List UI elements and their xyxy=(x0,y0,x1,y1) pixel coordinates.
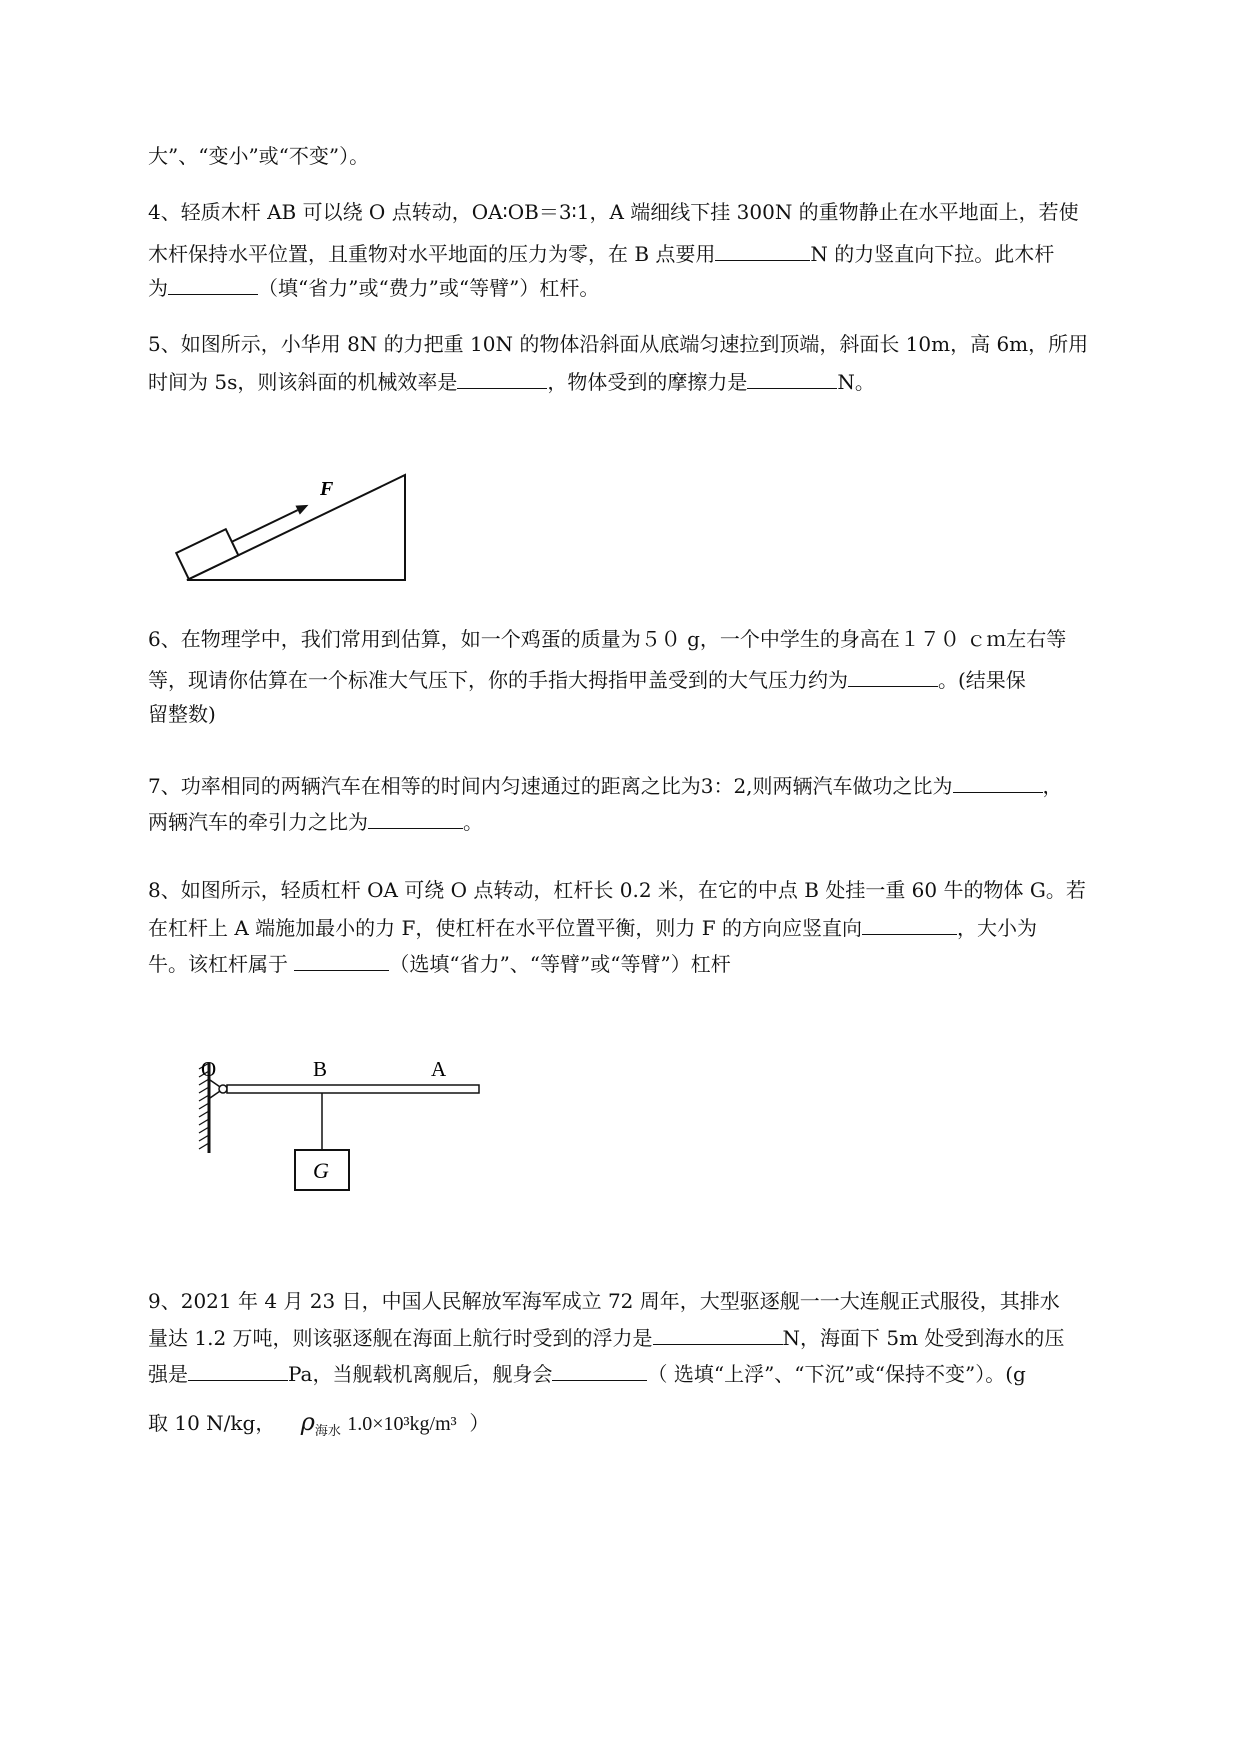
q4-line1: 4、轻质木杆 AB 可以绕 O 点转动，OA∶OB＝3∶1，A 端细线下挂 300N 的重物静止在水平地面上，若使 xyxy=(148,200,1079,224)
q3-tail: 大”、“变小”或“不变”）。 xyxy=(148,144,370,168)
rho-subscript: 海水 xyxy=(314,1424,341,1439)
pivot-o xyxy=(219,1085,227,1093)
q8-blank-1[interactable] xyxy=(862,912,957,935)
q9-line3-text-a: 强是 xyxy=(148,1362,188,1386)
q9-line3 xyxy=(148,1358,1026,1388)
incline-figure xyxy=(175,465,415,590)
q5-line2-text-b: ，物体受到的摩擦力是 xyxy=(547,370,748,394)
q8-line2 xyxy=(148,912,1037,942)
q4-line3 xyxy=(148,272,599,302)
q9-line4-text-a: 取 10 N/kg， xyxy=(148,1411,276,1435)
q8-blank-2[interactable] xyxy=(294,948,389,971)
q9-line3-text-b: Pa，当舰载机离舰后，舰身会 xyxy=(288,1362,553,1386)
q9-line4 xyxy=(148,1408,489,1446)
label-b: B xyxy=(313,1057,328,1081)
q9-line2-text-a: 量达 1.2 万吨，则该驱逐舰在海面上航行时受到的浮力是 xyxy=(148,1326,653,1350)
q9-blank-2[interactable] xyxy=(188,1358,288,1381)
q5-line2 xyxy=(148,366,875,396)
rho-symbol: ρ xyxy=(300,1408,315,1436)
q9-line4-text-b: ） xyxy=(469,1411,490,1435)
q6-line2-text-a: 等，现请你估算在一个标准大气压下，你的手指大拇指甲盖受到的大气压力约为 xyxy=(148,668,848,692)
q9-line3-text-c: （ 选填“上浮”、“下沉”或“保持不变”）。(g xyxy=(647,1362,1026,1386)
lever-bar xyxy=(227,1085,479,1093)
force-arrow-head xyxy=(295,500,310,514)
force-label: F xyxy=(320,478,334,500)
q7-blank-1[interactable] xyxy=(953,770,1043,793)
q8-line1: 8、如图所示，轻质杠杆 OA 可绕 O 点转动，杠杆长 0.2 米，在它的中点 B 处挂一重 60 牛的物体 G。若 xyxy=(148,878,1086,902)
q8-line2-text-b: ，大小为 xyxy=(956,916,1037,940)
q7-line1 xyxy=(148,770,1063,800)
q8-line2-text-a: 在杠杆上 A 端施加最小的力 F，使杠杆在水平位置平衡，则力 F 的方向应竖直向 xyxy=(148,916,862,940)
q9-blank-1[interactable] xyxy=(653,1322,783,1345)
q4-line3-text-b: （填“省力”或“费力”或“等臂”）杠杆。 xyxy=(258,276,600,300)
q6-line2 xyxy=(148,664,1026,694)
q4-blank-1[interactable] xyxy=(715,238,810,261)
q4-line2 xyxy=(148,238,1054,268)
q5-line2-text-a: 时间为 5s，则该斜面的机械效率是 xyxy=(148,370,458,394)
q8-line3-text-b: （选填“省力”、“等臂”或“等臂”）杠杆 xyxy=(389,952,731,976)
label-o: O xyxy=(201,1057,217,1081)
density-formula: 1.0×10³kg/m³ xyxy=(347,1413,457,1435)
q7-line2 xyxy=(148,806,483,836)
label-g: G xyxy=(313,1158,329,1183)
lever-figure xyxy=(195,1045,515,1220)
q6-line3: 留整数) xyxy=(148,702,216,726)
q4-line2-text-b: N 的力竖直向下拉。此木杆 xyxy=(810,242,1055,266)
q6-blank-1[interactable] xyxy=(848,664,938,687)
q7-line1-text-b: ， xyxy=(1042,774,1063,798)
q7-line2-text-b: 。 xyxy=(463,810,483,834)
q5-blank-1[interactable] xyxy=(457,366,547,389)
q4-line2-text-a: 木杆保持水平位置，且重物对水平地面的压力为零，在 B 点要用 xyxy=(148,242,716,266)
q9-line2-text-b: N，海面下 5m 处受到海水的压 xyxy=(782,1326,1065,1350)
q5-line1: 5、如图所示，小华用 8N 的力把重 10N 的物体沿斜面从底端匀速拉到顶端，斜面长 10m，高 6m，所用 xyxy=(148,332,1089,356)
q9-line2 xyxy=(148,1322,1064,1352)
label-a: A xyxy=(431,1057,447,1081)
q7-line1-text-a: 7、功率相同的两辆汽车在相等的时间内匀速通过的距离之比为3：2,则两辆汽车做功之比为 xyxy=(148,774,953,798)
q8-line3-text-a: 牛。该杠杆属于 xyxy=(148,952,288,976)
q6-line1: 6、在物理学中，我们常用到估算，如一个鸡蛋的质量为５０ g，一个中学生的身高在１７０ ｃｍ左右等 xyxy=(148,627,1067,651)
q5-line2-text-c: N。 xyxy=(837,370,875,394)
q7-blank-2[interactable] xyxy=(368,806,463,829)
q9-blank-3[interactable] xyxy=(552,1358,647,1381)
q4-blank-2[interactable] xyxy=(168,272,258,295)
q8-line3 xyxy=(148,948,731,978)
q7-line2-text-a: 两辆汽车的牵引力之比为 xyxy=(148,810,368,834)
block xyxy=(176,529,238,579)
q9-line1: 9、2021 年 4 月 23 日，中国人民解放军海军成立 72 周年，大型驱逐舰一一大连舰正式服役，其排水 xyxy=(148,1289,1060,1313)
q5-blank-2[interactable] xyxy=(747,366,837,389)
force-arrow-line xyxy=(232,510,298,542)
q6-line2-text-b: 。(结果保 xyxy=(938,668,1026,692)
q4-line3-text-a: 为 xyxy=(148,276,168,300)
